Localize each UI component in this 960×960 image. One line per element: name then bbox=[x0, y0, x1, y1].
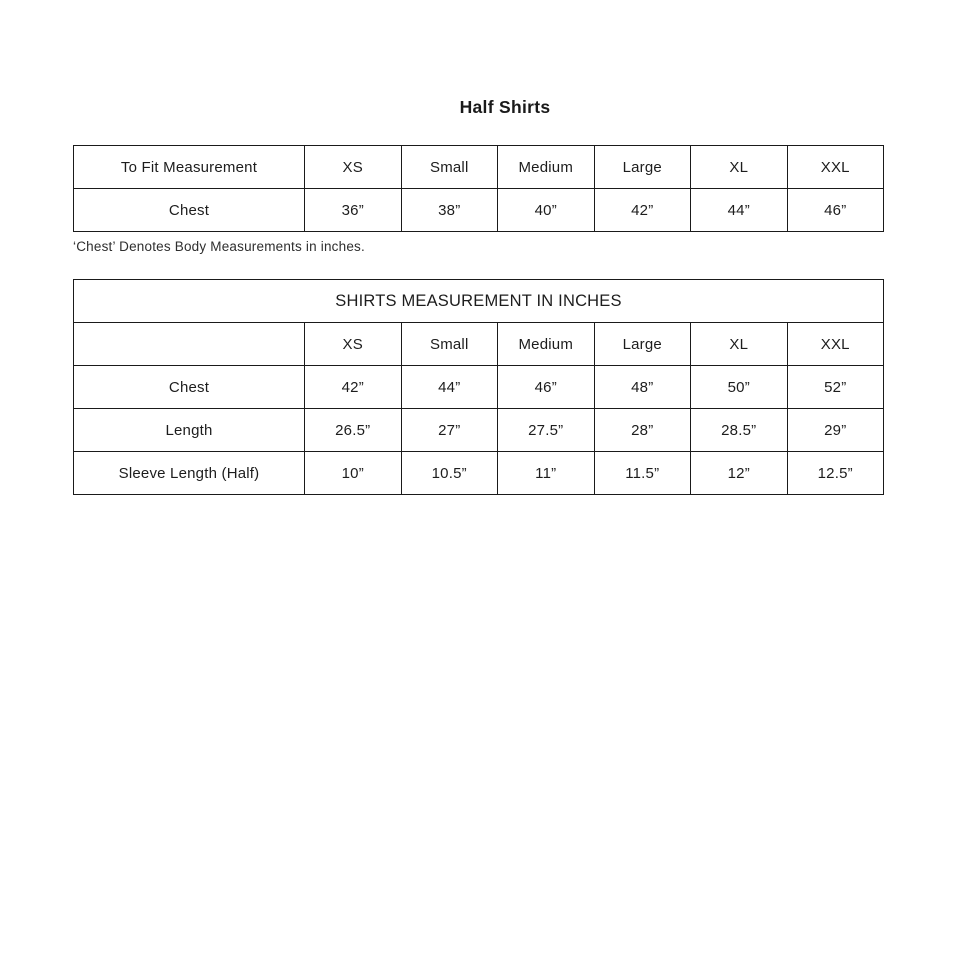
shirts-sleeve-large: 11.5” bbox=[594, 452, 691, 495]
shirts-sleeve-row bbox=[74, 452, 884, 495]
shirts-length-large: 28” bbox=[594, 409, 691, 452]
chest-note: ‘Chest’ Denotes Body Measurements in inches. bbox=[73, 239, 365, 254]
fit-chest-label: Chest bbox=[74, 189, 305, 232]
shirts-size-header-xs: XS bbox=[305, 323, 402, 366]
fit-table-header-row bbox=[74, 146, 884, 189]
shirts-chest-xxl: 52” bbox=[787, 366, 884, 409]
shirts-size-header-xxl: XXL bbox=[787, 323, 884, 366]
shirts-size-header-small: Small bbox=[401, 323, 498, 366]
fit-size-header-xs: XS bbox=[305, 146, 402, 189]
shirts-measurement-table bbox=[73, 279, 884, 495]
fit-size-header-xxl: XXL bbox=[787, 146, 884, 189]
shirts-sleeve-medium: 11” bbox=[498, 452, 595, 495]
fit-chest-xxl: 46” bbox=[787, 189, 884, 232]
shirts-chest-small: 44” bbox=[401, 366, 498, 409]
shirts-sleeve-small: 10.5” bbox=[401, 452, 498, 495]
shirts-chest-xl: 50” bbox=[691, 366, 788, 409]
fit-chest-medium: 40” bbox=[498, 189, 595, 232]
shirts-length-medium: 27.5” bbox=[498, 409, 595, 452]
shirts-sleeve-xxl: 12.5” bbox=[787, 452, 884, 495]
size-chart-content bbox=[73, 0, 937, 495]
fit-size-header-large: Large bbox=[594, 146, 691, 189]
shirts-chest-large: 48” bbox=[594, 366, 691, 409]
shirts-table-title-row bbox=[74, 280, 884, 323]
to-fit-measurement-table bbox=[73, 145, 884, 232]
shirts-table-size-row bbox=[74, 323, 884, 366]
shirts-chest-label: Chest bbox=[74, 366, 305, 409]
shirts-chest-xs: 42” bbox=[305, 366, 402, 409]
shirts-size-header-medium: Medium bbox=[498, 323, 595, 366]
fit-size-header-small: Small bbox=[401, 146, 498, 189]
page-title: Half Shirts bbox=[459, 97, 551, 117]
shirts-sleeve-xs: 10” bbox=[305, 452, 402, 495]
shirts-length-xxl: 29” bbox=[787, 409, 884, 452]
shirts-length-xs: 26.5” bbox=[305, 409, 402, 452]
fit-chest-xl: 44” bbox=[691, 189, 788, 232]
shirts-length-small: 27” bbox=[401, 409, 498, 452]
fit-table-chest-row bbox=[74, 189, 884, 232]
shirts-size-empty-cell bbox=[74, 323, 305, 366]
fit-size-header-xl: XL bbox=[691, 146, 788, 189]
shirts-table-title: SHIRTS MEASUREMENT IN INCHES bbox=[74, 280, 884, 323]
shirts-size-header-xl: XL bbox=[691, 323, 788, 366]
shirts-length-label: Length bbox=[74, 409, 305, 452]
shirts-size-header-large: Large bbox=[594, 323, 691, 366]
shirts-chest-medium: 46” bbox=[498, 366, 595, 409]
shirts-sleeve-xl: 12” bbox=[691, 452, 788, 495]
fit-size-header-medium: Medium bbox=[498, 146, 595, 189]
shirts-length-xl: 28.5” bbox=[691, 409, 788, 452]
shirts-sleeve-label: Sleeve Length (Half) bbox=[74, 452, 305, 495]
shirts-length-row bbox=[74, 409, 884, 452]
shirts-chest-row bbox=[74, 366, 884, 409]
fit-chest-xs: 36” bbox=[305, 189, 402, 232]
fit-chest-small: 38” bbox=[401, 189, 498, 232]
fit-table-header-label: To Fit Measurement bbox=[74, 146, 305, 189]
fit-chest-large: 42” bbox=[594, 189, 691, 232]
